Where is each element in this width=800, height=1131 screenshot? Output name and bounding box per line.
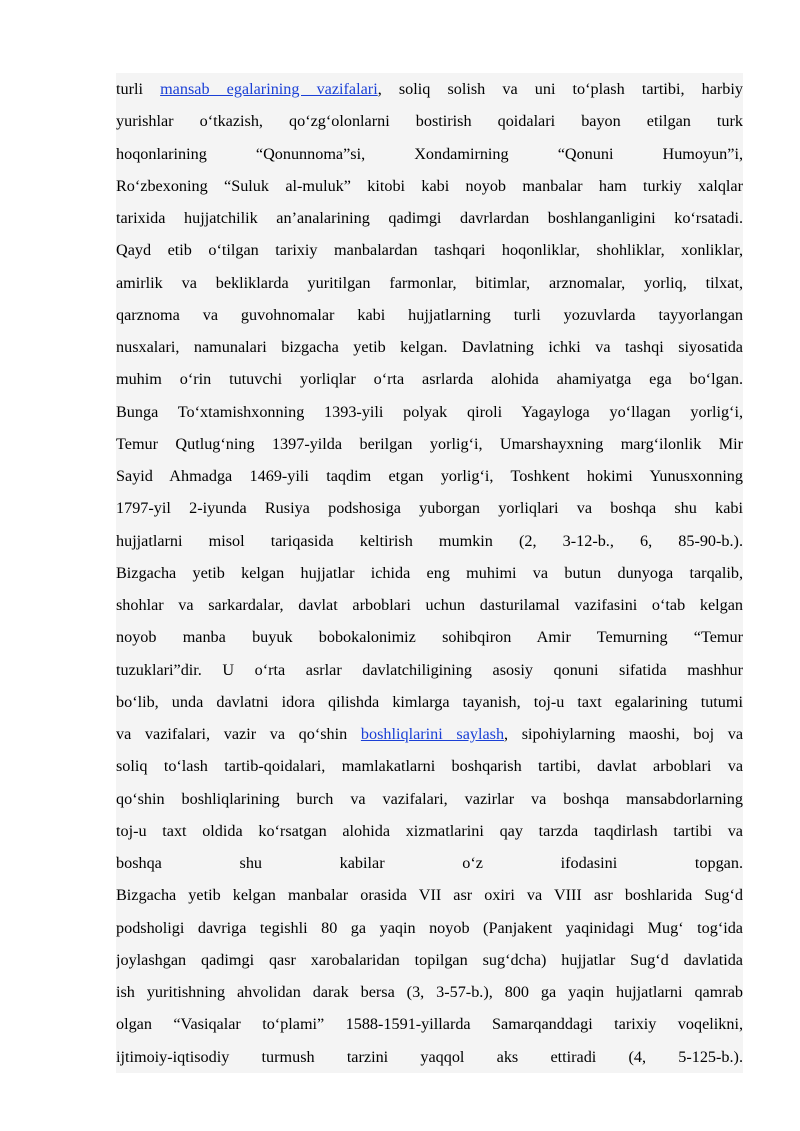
text-fragment: , sipohiylarning maoshi, boj va — [504, 725, 743, 743]
text-line: soliq to‘lash tartib-qoidalari, mamlakatlarni boshqarish tartibi, davlat arboblari va — [116, 750, 743, 782]
text-line: noyob manba buyuk bobokalonimiz sohibqiron Amir Temurning “Temur — [116, 621, 743, 653]
text-line — [116, 718, 743, 750]
text-line: boshqa shu kabilar o‘z ifodasini topgan. — [116, 847, 743, 879]
text-line: Qayd etib o‘tilgan tarixiy manbalardan tashqari hoqonliklar, shohliklar, xonliklar, — [116, 234, 743, 266]
text-line: qarznoma va guvohnomalar kabi hujjatlarning turli yozuvlarda tayyorlangan — [116, 299, 743, 331]
text-line: bo‘lib, unda davlatni idora qilishda kimlarga tayanish, toj-u taxt egalarining tutumi — [116, 686, 743, 718]
hyperlink[interactable]: boshliqlarini saylash — [360, 725, 505, 743]
text-fragment: va vazifalari, vazir va qo‘shin — [116, 725, 361, 743]
text-line: qo‘shin boshliqlarining burch va vazifalari, vazirlar va boshqa mansabdorlarning — [116, 783, 743, 815]
text-line: tuzuklari”dir. U o‘rta asrlar davlatchiligining asosiy qonuni sifatida mashhur — [116, 654, 743, 686]
text-line: toj-u taxt oldida ko‘rsatgan alohida xizmatlarini qay tarzda taqdirlash tartibi va — [116, 815, 743, 847]
text-line: hoqonlarining “Qonunnoma”si, Xondamirning “Qonuni Humoyun”i, — [116, 138, 743, 170]
hyperlink[interactable]: mansab egalarining vazifalari — [160, 80, 378, 98]
text-line: Bunga To‘xtamishxonning 1393-yili polyak qiroli Yagayloga yo‘llagan yorlig‘i, — [116, 396, 743, 428]
text-line: hujjatlarni misol tariqasida keltirish mumkin (2, 3-12-b., 6, 85-90-b.). — [116, 525, 743, 557]
text-fragment: , soliq solish va uni to‘plash tartibi, harbiy — [377, 80, 743, 98]
text-fragment: turli — [116, 80, 161, 98]
text-line: olgan “Vasiqalar to‘plami” 1588-1591-yillarda Samarqanddagi tarixiy voqelikni, — [116, 1008, 743, 1040]
text-line: nusxalari, namunalari bizgacha yetib kelgan. Davlatning ichki va tashqi siyosatida — [116, 331, 743, 363]
document-body — [116, 73, 743, 1073]
text-line: Sayid Ahmadga 1469-yili taqdim etgan yorlig‘i, Toshkent hokimi Yunusxonning — [116, 460, 743, 492]
text-line: joylashgan qadimgi qasr xarobalaridan topilgan sug‘dcha) hujjatlar Sug‘d davlatida — [116, 944, 743, 976]
text-line: ijtimoiy-iqtisodiy turmush tarzini yaqqol aks ettiradi (4, 5-125-b.). — [116, 1041, 743, 1073]
text-line: shohlar va sarkardalar, davlat arboblari uchun dasturilamal vazifasini o‘tab kelgan — [116, 589, 743, 621]
text-line: amirlik va bekliklarda yuritilgan farmonlar, bitimlar, arznomalar, yorliq, tilxat, — [116, 267, 743, 299]
text-line: Bizgacha yetib kelgan hujjatlar ichida eng muhimi va butun dunyoga tarqalib, — [116, 557, 743, 589]
text-line: Bizgacha yetib kelgan manbalar orasida VII asr oxiri va VIII asr boshlarida Sug‘d — [116, 879, 743, 911]
text-line: podsholigi davriga tegishli 80 ga yaqin noyob (Panjakent yaqinidagi Mug‘ tog‘ida — [116, 912, 743, 944]
text-line: muhim o‘rin tutuvchi yorliqlar o‘rta asrlarda alohida ahamiyatga ega bo‘lgan. — [116, 363, 743, 395]
text-line: tarixida hujjatchilik an’analarining qadimgi davrlardan boshlanganligini ko‘rsatadi. — [116, 202, 743, 234]
text-line: yurishlar o‘tkazish, qo‘zg‘olonlarni bostirish qoidalari bayon etilgan turk — [116, 105, 743, 137]
text-line: Ro‘zbexoning “Suluk al-muluk” kitobi kabi noyob manbalar ham turkiy xalqlar — [116, 170, 743, 202]
text-line: 1797-yil 2-iyunda Rusiya podshosiga yuborgan yorliqlari va boshqa shu kabi — [116, 492, 743, 524]
text-line — [116, 73, 743, 105]
text-line: ish yuritishning ahvolidan darak bersa (3, 3-57-b.), 800 ga yaqin hujjatlarni qamrab — [116, 976, 743, 1008]
text-line: Temur Qutlug‘ning 1397-yilda berilgan yorlig‘i, Umarshayxning marg‘ilonlik Mir — [116, 428, 743, 460]
